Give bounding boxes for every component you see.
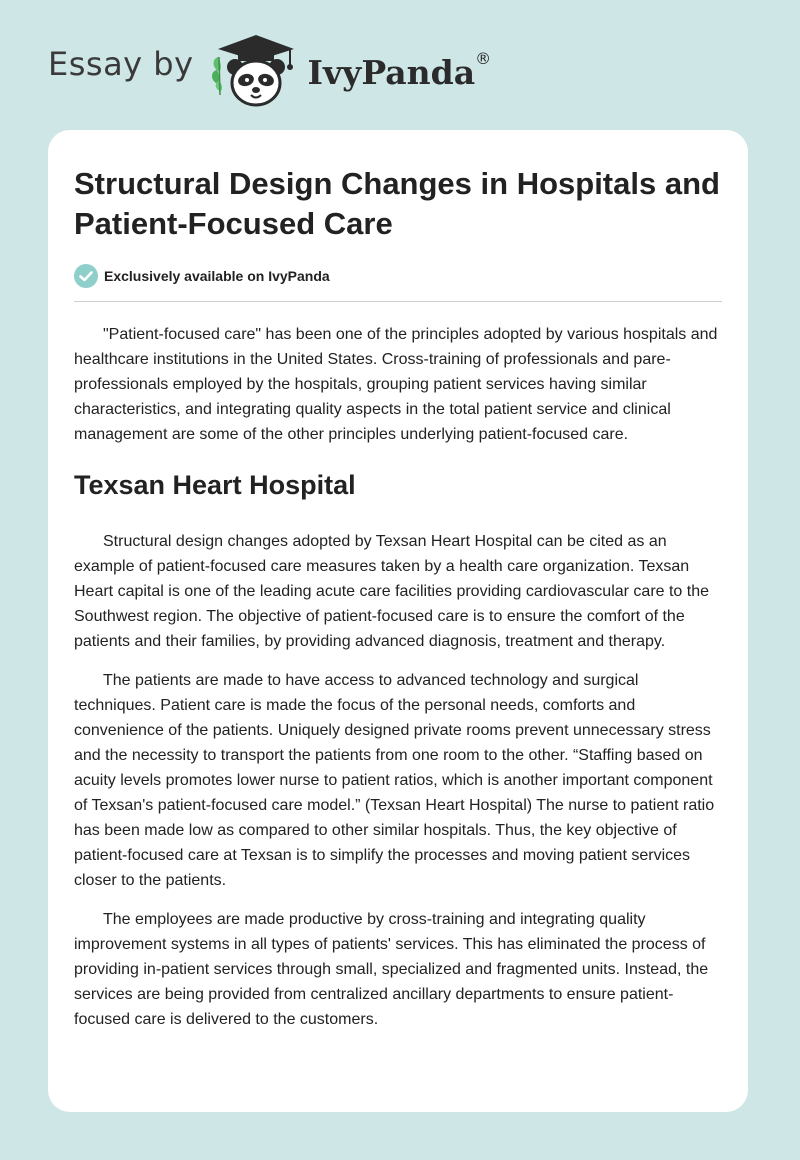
check-circle-icon: [74, 264, 98, 288]
panda-graduate-icon: [208, 31, 304, 109]
essay-body: [74, 322, 722, 1032]
brand-name: IvyPanda®: [307, 48, 492, 92]
ivypanda-logo-link[interactable]: [208, 31, 492, 109]
section-heading: Texsan Heart Hospital: [74, 470, 356, 500]
page-title: Structural Design Changes in Hospitals and Patient-Focused Care: [74, 166, 720, 241]
body-paragraph: The employees are made productive by cross-training and integrating quality improvement systems in all types of patients' services. This has eliminated the process of providing in-patient services through small, specialized and fragmented units. Instead, the services are being provided from centralized ancillary departments to ensure patient-focused care is delivered to the customers.: [74, 911, 709, 1028]
body-paragraph: Structural design changes adopted by Texsan Heart Hospital can be cited as an example of patient-focused care measures taken by a health care organization. Texsan Heart capital is one of the leading acute care facilities providing cardiovascular care to the Southwest region. The objective of patient-focused care is to ensure the comfort of the patients and their families, by providing advanced diagnosis, treatment and therapy.: [74, 533, 710, 650]
intro-paragraph: "Patient-focused care" has been one of the principles adopted by various hospitals and healthcare institutions in the United States. Cross-training of professionals and pare-professionals employed by the hospitals, grouping patient services having similar characteristics, and integrating quality aspects in the total patient service and clinical management are some of the other principles underlying patient-focused care.: [74, 326, 718, 443]
essay-card: [48, 130, 748, 1112]
trademark-symbol: ®: [475, 48, 492, 68]
site-header: [48, 30, 491, 110]
essay-by-label: Essay by: [48, 45, 194, 83]
exclusive-label: Exclusively available on IvyPanda: [104, 268, 330, 284]
exclusive-banner: [74, 264, 722, 302]
body-paragraph: The patients are made to have access to advanced technology and surgical techniques. Patient care is made the focus of the personal needs, comforts and convenience of the patients. Uniquely designed private rooms prevent unnecessary stress and the necessity to transport the patients from one room to the other. “Staffing based on acuity levels promotes lower nurse to patient ratios, which is another important component of Texsan's patient-focused care model.” (Texsan Heart Hospital) The nurse to patient ratio has been made low as compared to other similar hospitals. Thus, the key objective of patient-focused care at Texsan is to simplify the processes and moving patient services closer to the patients.: [74, 672, 715, 889]
